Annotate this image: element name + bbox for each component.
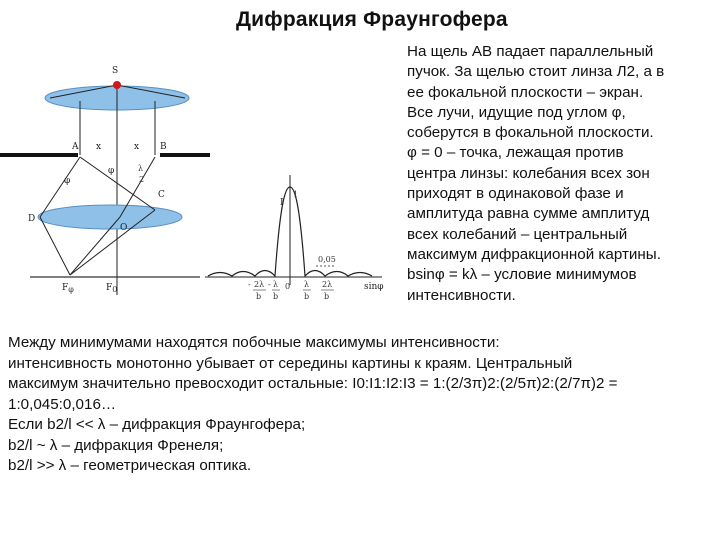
graph-tick-1 [248,280,266,301]
label-a: A [72,142,79,152]
svg-text:-: - [268,280,271,289]
svg-text:b: b [324,292,330,301]
right-line-12: bsinφ = kλ – условие минимумов [407,266,637,284]
right-line-2: пучок. За щелью стоит линза Л2, а в [407,63,665,81]
right-line-4: Все лучи, идущие под углом φ, [407,103,626,121]
diffraction-figure [0,55,400,305]
label-x-right: x [134,142,140,152]
label-phi-top: φ [108,166,115,176]
right-column-text [407,42,707,306]
svg-text:-: - [248,280,251,289]
label-lambda-two: 2 [139,175,145,184]
label-s: S [112,66,119,76]
bottom-line-2: интенсивность монотонно убывает от середины картины к краям. Центральный [8,354,573,372]
right-line-3: ее фокальной плоскости – экран. [407,83,644,101]
label-x-left: x [96,142,102,152]
graph-axis-label: sinφ [364,282,384,292]
graph-label-one: 1 [293,190,299,199]
svg-text:b: b [273,292,279,301]
right-line-7: центра линзы: колебания всех зон [407,164,650,182]
svg-text:λ: λ [304,280,310,289]
bottom-line-5: Если b2/l << λ – дифракция Фраунгофера; [8,416,306,433]
graph-label-005: 0,05 [318,255,336,264]
right-line-6: φ = 0 – точка, лежащая против [407,144,624,162]
label-c: C [158,190,165,200]
graph-tick-2 [268,280,280,301]
label-lambda-half: λ [138,164,144,173]
right-line-11: максимум дифракционной картины. [407,245,661,263]
label-d: D [28,214,36,224]
right-line-9: амплитуда равна сумме амплитуд [407,205,650,223]
source-marker [113,81,121,89]
bottom-text [8,333,713,477]
lens-l2 [38,205,182,229]
svg-text:λ: λ [273,280,279,289]
label-f-phi: Fφ [62,283,74,294]
slide-title: Дифракция Фраунгофера [236,8,508,31]
svg-text:2λ: 2λ [322,280,333,289]
graph-tick-3 [303,280,311,301]
graph-tick-4 [321,280,334,301]
svg-text:2λ: 2λ [254,280,265,289]
bottom-line-3: максимум значительно превосходит остальные: I0:I1:I2:I3 = 1:(2/3π)2:(2/5π)2:(2/7π)2 = [8,375,618,392]
right-line-10: всех колебаний – центральный [407,225,628,243]
right-line-8: приходят в одинаковой фазе и [407,185,624,203]
bottom-line-6: b2/l ~ λ – дифракция Френеля; [8,436,224,454]
bottom-line-7: b2/l >> λ – геометрическая оптика. [8,457,252,474]
graph-label-i: I [280,198,284,208]
svg-text:b: b [304,292,310,301]
label-b: B [160,142,167,152]
label-o: O [120,223,128,233]
right-line-13: интенсивности. [407,286,516,304]
label-f-0: F0 [106,283,118,294]
graph-origin: 0 [285,282,291,291]
right-line-5: соберутся в фокальной плоскости. [407,124,654,142]
svg-text:b: b [256,292,262,301]
label-phi-left: φ [64,176,71,186]
right-line-1: На щель АВ падает параллельный [407,43,654,60]
bottom-line-1: Между минимумами находятся побочные максимумы интенсивности: [8,334,500,351]
bottom-line-4: 1:0,045:0,016… [8,395,117,413]
